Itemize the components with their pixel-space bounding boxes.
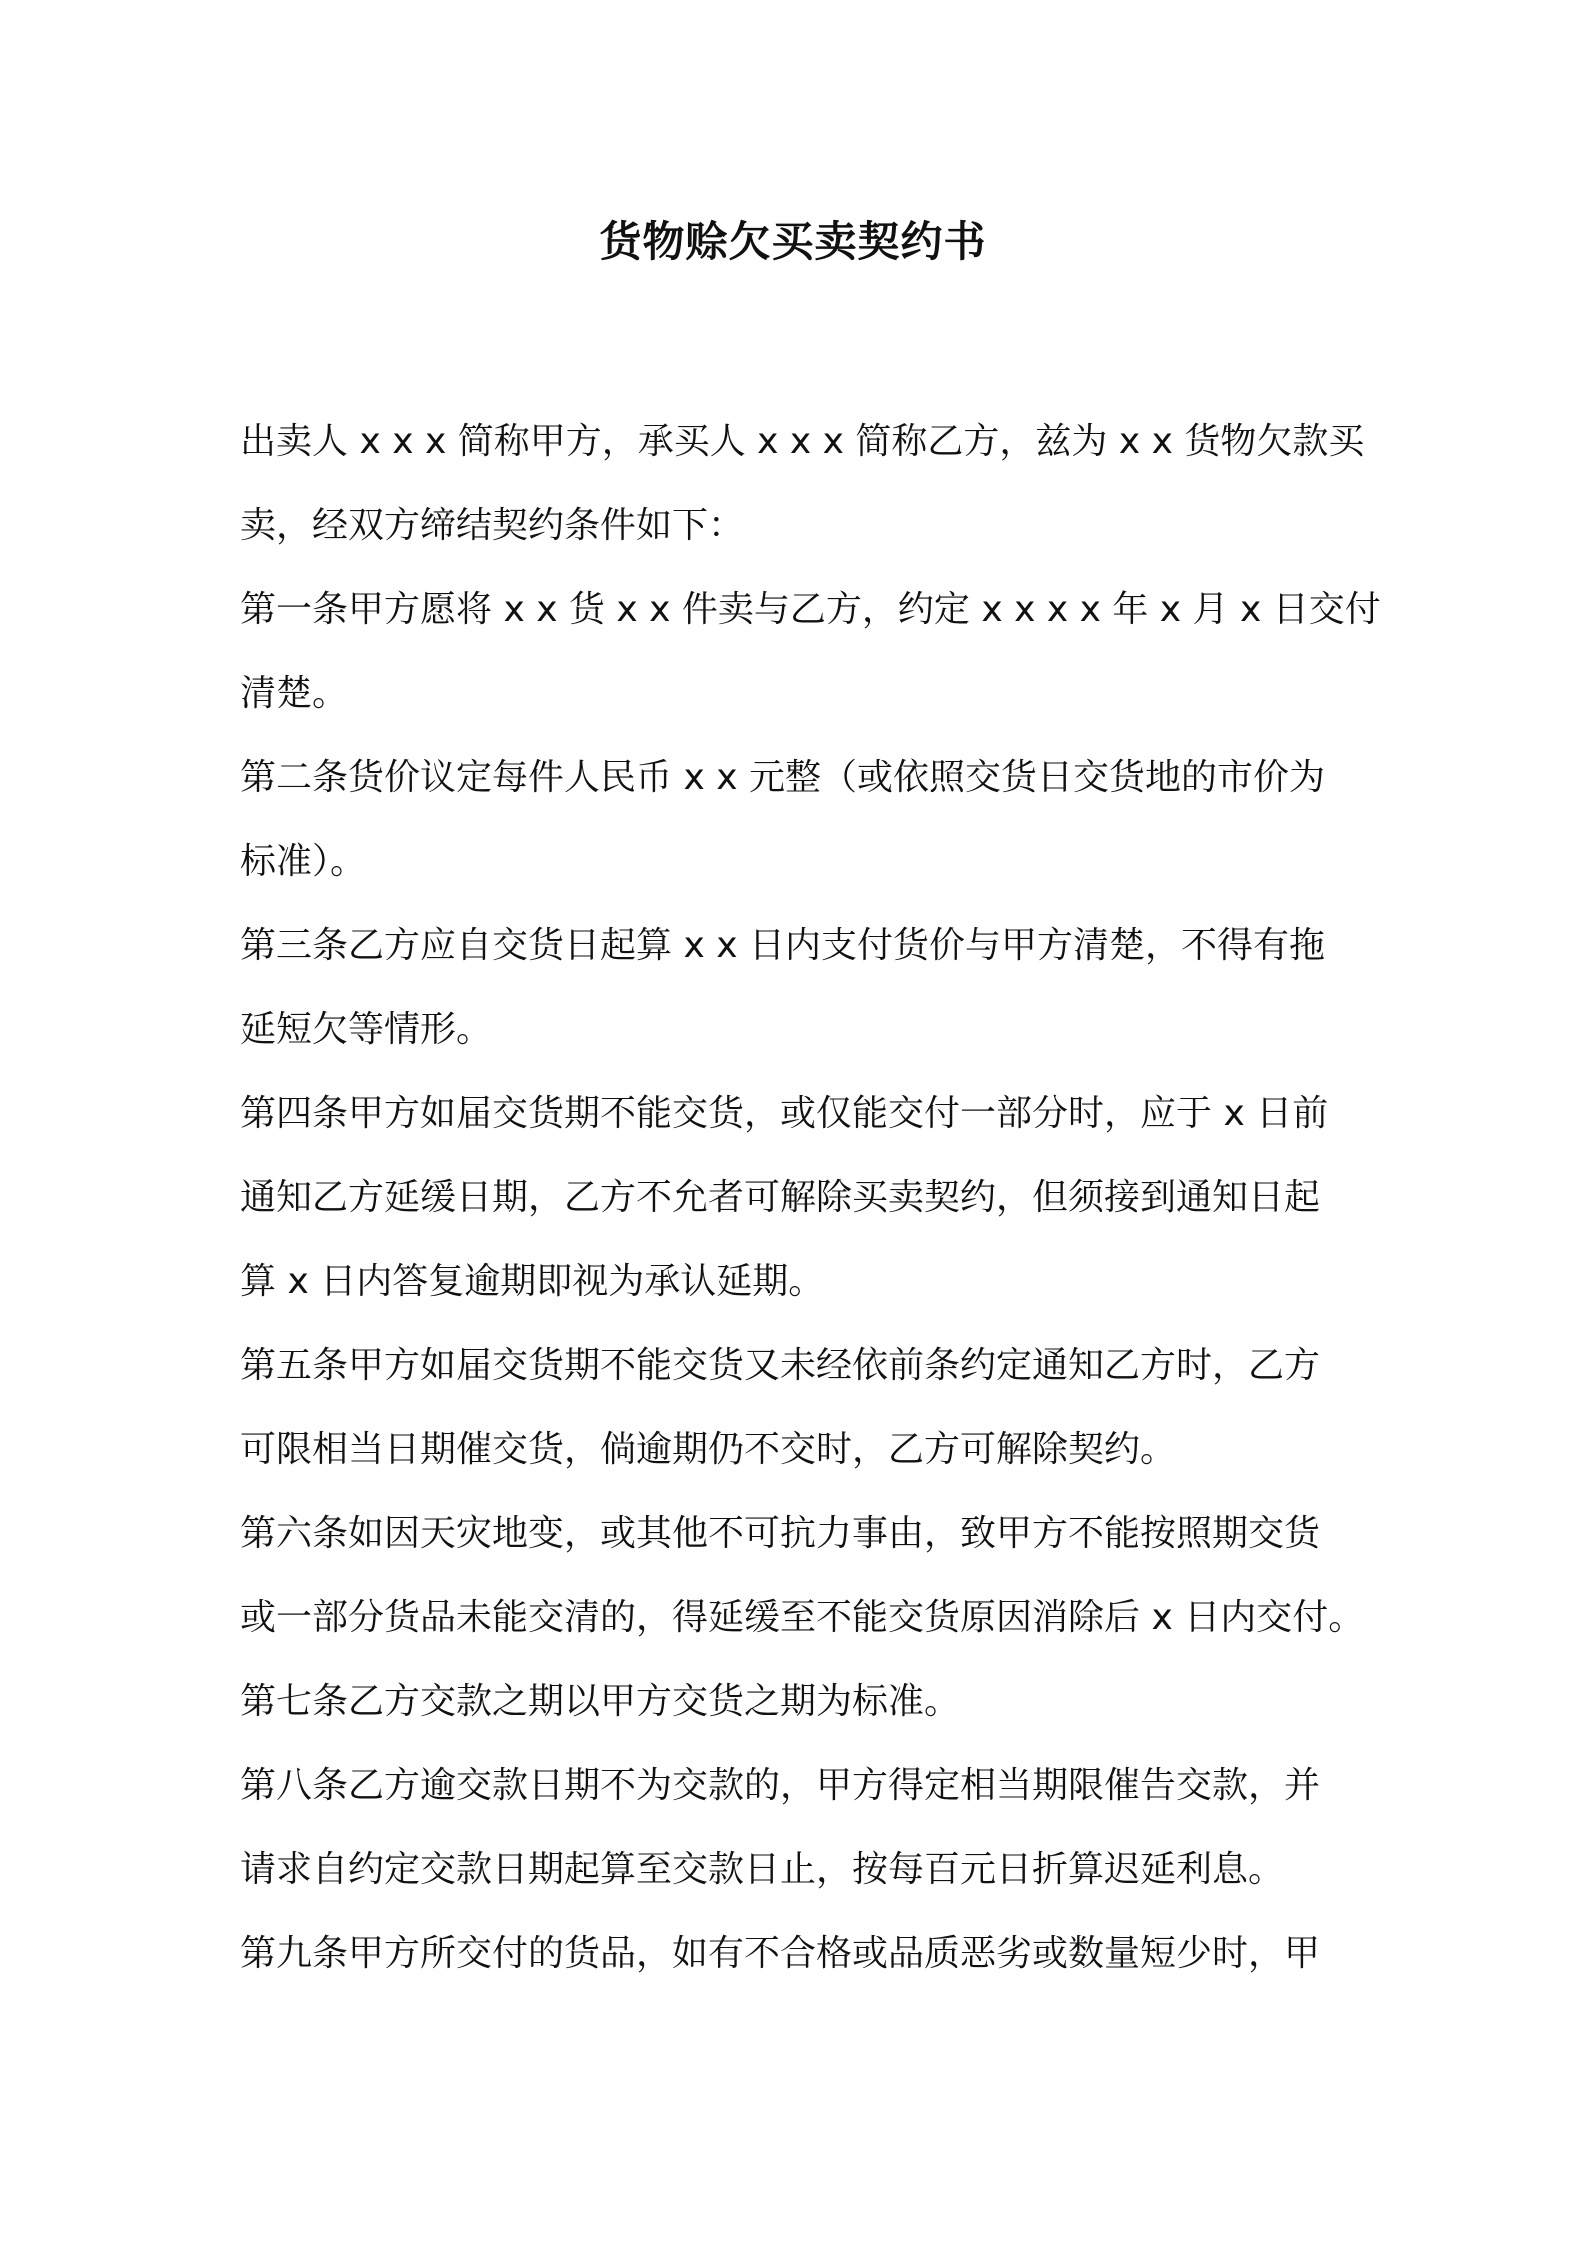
document-body	[240, 400, 1381, 1996]
body-line: 第七条乙方交款之期以甲方交货之期为标准。	[240, 1681, 961, 1722]
body-line: 第一条甲方愿将 x x 货 x x 件卖与乙方，约定 x x x x 年 x 月 x 日交付	[240, 589, 1381, 630]
body-line: 清楚。	[240, 673, 349, 714]
body-line: 第八条乙方逾交款日期不为交款的，甲方得定相当期限催告交款，并	[240, 1765, 1321, 1806]
document-title: 货物赊欠买卖契约书	[599, 217, 987, 266]
body-line: 第二条货价议定每件人民币 x x 元整（或依照交货日交货地的市价为	[240, 757, 1325, 798]
body-line: 延短欠等情形。	[240, 1009, 493, 1050]
body-line: 算 x 日内答复逾期即视为承认延期。	[240, 1261, 825, 1302]
body-line: 卖，经双方缔结契约条件如下：	[240, 505, 745, 546]
body-line: 出卖人 x x x 简称甲方，承买人 x x x 简称乙方，兹为 x x 货物欠款买	[240, 421, 1365, 462]
body-line: 第六条如因天灾地变，或其他不可抗力事由，致甲方不能按照期交货	[240, 1513, 1321, 1554]
body-line: 第四条甲方如届交货期不能交货，或仅能交付一部分时，应于 x 日前	[240, 1093, 1329, 1134]
body-line: 请求自约定交款日期起算至交款日止，按每百元日折算迟延利息。	[240, 1849, 1285, 1890]
body-line: 或一部分货品未能交清的，得延缓至不能交货原因消除后 x 日内交付。	[240, 1597, 1365, 1638]
body-line: 第三条乙方应自交货日起算 x x 日内支付货价与甲方清楚，不得有拖	[240, 925, 1325, 966]
body-line: 第五条甲方如届交货期不能交货又未经依前条约定通知乙方时，乙方	[240, 1345, 1321, 1386]
body-line: 可限相当日期催交货，倘逾期仍不交时，乙方可解除契约。	[240, 1429, 1177, 1470]
body-line: 通知乙方延缓日期，乙方不允者可解除买卖契约，但须接到通知日起	[240, 1177, 1321, 1218]
body-line: 标准）。	[240, 841, 367, 882]
body-line: 第九条甲方所交付的货品，如有不合格或品质恶劣或数量短少时，甲	[240, 1933, 1321, 1974]
